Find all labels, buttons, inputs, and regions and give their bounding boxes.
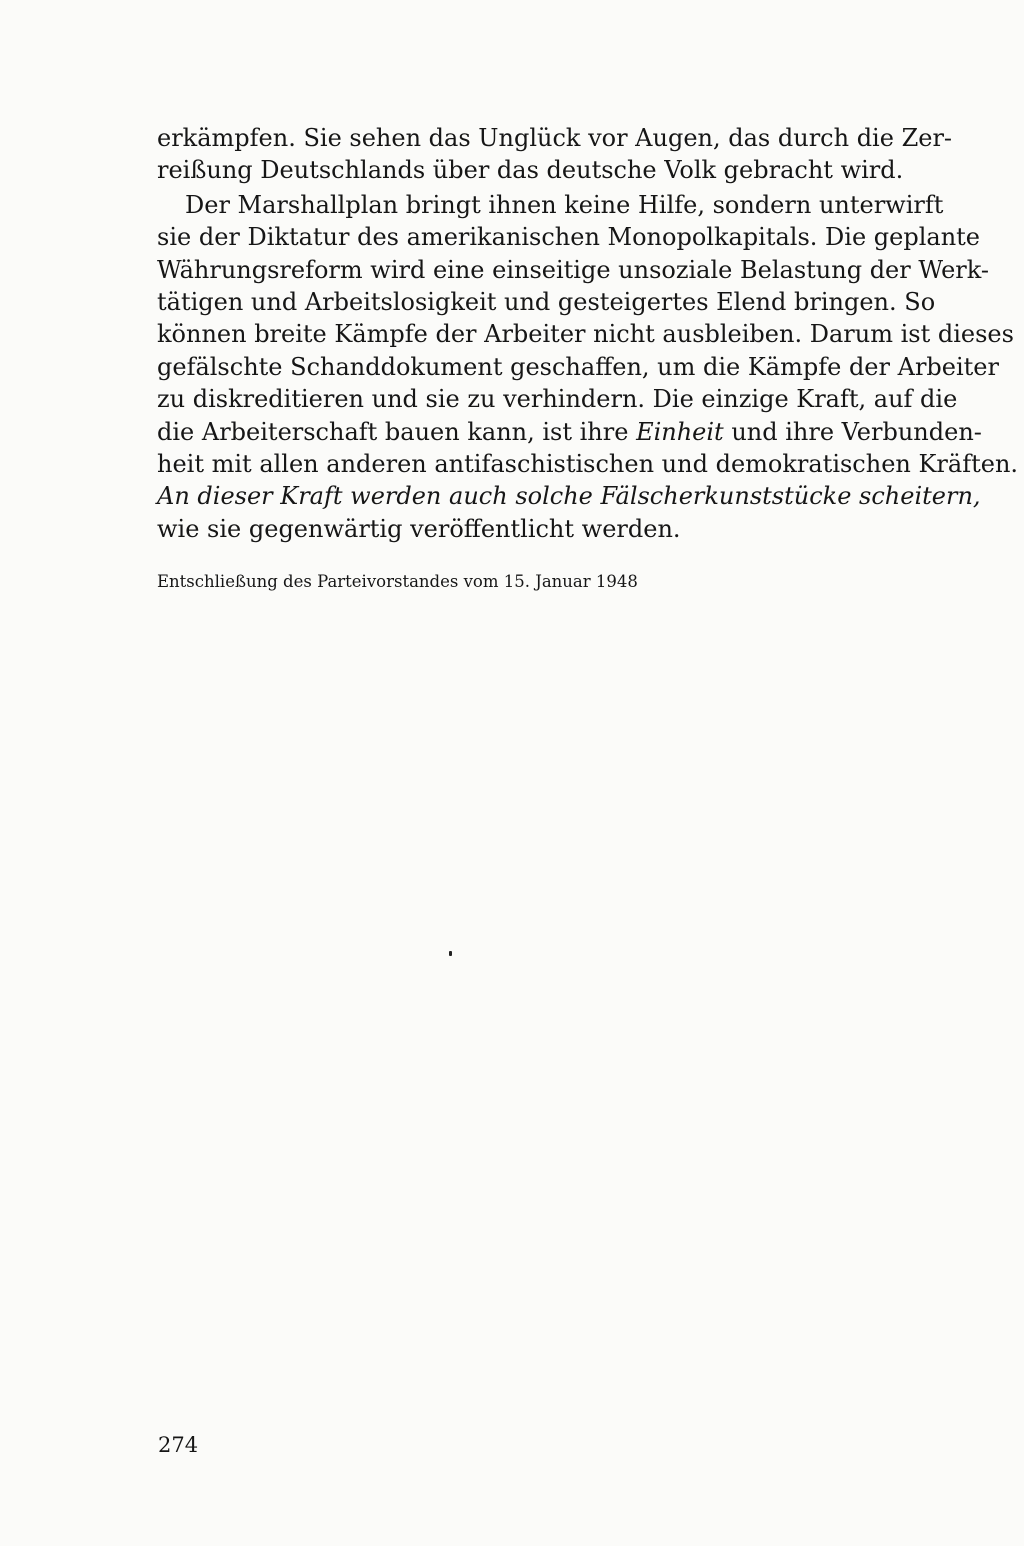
text-line: reißung Deutschlands über das deutsche Volk gebracht wird. [157, 156, 904, 185]
text-line: tätigen und Arbeitslosigkeit und gesteigertes Elend bringen. So [157, 288, 936, 317]
emphasis-text: Einheit [636, 417, 724, 446]
paragraph-1 [157, 122, 953, 187]
text-line: Währungsreform wird eine einseitige unsoziale Belastung der Werk- [157, 255, 989, 284]
text-line: heit mit allen anderen antifaschistischen und demokratischen Kräften. [157, 450, 1019, 479]
print-speck [449, 951, 452, 956]
emphasis-line: An dieser Kraft werden auch solche Fälscherkunststücke scheitern, [157, 482, 981, 511]
text-segment: und ihre Verbunden- [723, 417, 982, 446]
text-line: zu diskreditieren und sie zu verhindern. Die einzige Kraft, auf die [157, 385, 958, 414]
text-line: wie sie gegenwärtig veröffentlicht werden. [157, 514, 681, 543]
text-line: können breite Kämpfe der Arbeiter nicht ausbleiben. Darum ist dieses [157, 320, 1014, 349]
text-line: sie der Diktatur des amerikanischen Monopolkapitals. Die geplante [157, 223, 981, 252]
page-number: 274 [158, 1433, 199, 1457]
text-segment: die Arbeiterschaft bauen kann, ist ihre [157, 417, 637, 446]
source-citation: Entschließung des Parteivorstandes vom 15. Januar 1948 [157, 572, 638, 591]
body-text [157, 122, 1019, 545]
paragraph-2 [157, 189, 1019, 545]
text-line [157, 416, 982, 448]
text-line: erkämpfen. Sie sehen das Unglück vor Augen, das durch die Zer- [157, 124, 953, 152]
text-line: Der Marshallplan bringt ihnen keine Hilfe, sondern unterwirft [185, 190, 944, 219]
text-line: gefälschte Schanddokument geschaffen, um die Kämpfe der Arbeiter [157, 352, 999, 381]
